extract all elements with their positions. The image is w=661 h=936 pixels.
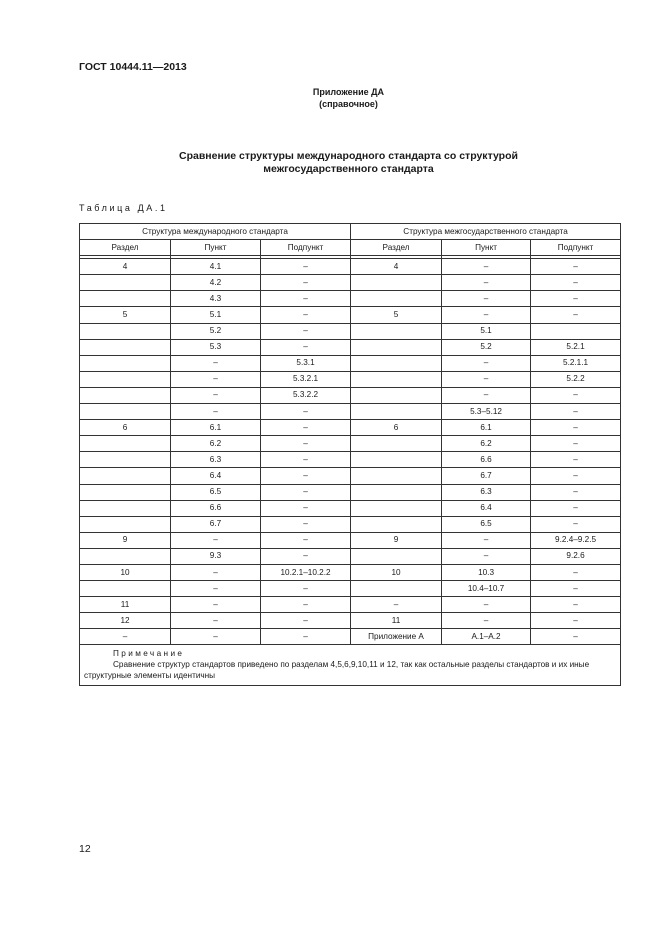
table-cell: 10 [351, 564, 442, 580]
table-cell: – [261, 404, 351, 420]
table-cell: – [261, 532, 351, 548]
table-cell [80, 387, 171, 403]
table-cell: – [171, 404, 261, 420]
table-cell: – [531, 581, 621, 597]
table-cell: – [261, 548, 351, 564]
table-row [80, 484, 621, 500]
table-row [80, 436, 621, 452]
table-cell: – [531, 387, 621, 403]
table-cell: 10.4–10.7 [442, 581, 531, 597]
table-note-row [80, 645, 621, 686]
table-cell: – [80, 629, 171, 645]
table-cell: – [531, 516, 621, 532]
table-cell: – [171, 581, 261, 597]
table-cell: – [261, 259, 351, 275]
page-number: 12 [79, 843, 91, 855]
table-row [80, 371, 621, 387]
table-cell: 5.1 [171, 307, 261, 323]
table-cell: – [171, 532, 261, 548]
table-cell: 5.1 [442, 323, 531, 339]
table-row [80, 564, 621, 580]
table-cell: – [531, 468, 621, 484]
table-cell: – [531, 484, 621, 500]
table-cell: – [442, 259, 531, 275]
table-cell: – [261, 307, 351, 323]
table-cell: 9 [80, 532, 171, 548]
table-cell: – [531, 420, 621, 436]
table-cell: 6.4 [171, 468, 261, 484]
table-cell: – [171, 597, 261, 613]
table-cell: – [261, 500, 351, 516]
title-line-1: Сравнение структуры международного стандарта со структурой [179, 150, 518, 162]
table-cell: – [442, 307, 531, 323]
column-header: Раздел [351, 240, 442, 256]
table-cell [80, 468, 171, 484]
table-row [80, 629, 621, 645]
table-cell [351, 355, 442, 371]
table-cell: – [442, 371, 531, 387]
table-row [80, 613, 621, 629]
table-cell: 6.1 [171, 420, 261, 436]
table-row [80, 259, 621, 275]
table-cell: 9 [351, 532, 442, 548]
table-cell: 5.2.2 [531, 371, 621, 387]
table-cell [80, 581, 171, 597]
table-cell [80, 548, 171, 564]
table-cell: 9.2.6 [531, 548, 621, 564]
table-cell: 5.2.1.1 [531, 355, 621, 371]
table-cell: – [171, 355, 261, 371]
table-cell: 4 [80, 259, 171, 275]
table-cell: А.1–А.2 [442, 629, 531, 645]
table-cell: – [261, 581, 351, 597]
table-cell: 6.6 [442, 452, 531, 468]
table-cell: – [531, 629, 621, 645]
table-cell: 5.3 [171, 339, 261, 355]
table-row [80, 323, 621, 339]
table-cell: 6.3 [442, 484, 531, 500]
standard-designation: ГОСТ 10444.11—2013 [79, 61, 187, 73]
table-cell [80, 291, 171, 307]
column-header: Пункт [171, 240, 261, 256]
table-cell [80, 323, 171, 339]
table-cell: – [261, 516, 351, 532]
table-cell [351, 436, 442, 452]
note-text: Сравнение структур стандартов приведено по разделам 4,5,6,9,10,11 и 12, так как остальные разделы стандартов и их иные структурные элементы идентичны [84, 660, 590, 681]
table-cell: – [261, 436, 351, 452]
column-header: Подпункт [261, 240, 351, 256]
table-cell: 6.2 [442, 436, 531, 452]
table-cell: – [531, 291, 621, 307]
table-cell [351, 452, 442, 468]
group-header-international: Структура международного стандарта [80, 224, 351, 240]
table-cell: 6 [80, 420, 171, 436]
table-cell [351, 484, 442, 500]
document-title [0, 150, 661, 176]
annex-heading [0, 86, 661, 110]
table-cell: 10 [80, 564, 171, 580]
table-cell: 6.4 [442, 500, 531, 516]
table-cell: – [171, 564, 261, 580]
table-cell: – [442, 355, 531, 371]
table-cell: – [442, 597, 531, 613]
table-note [80, 645, 621, 686]
table-row [80, 291, 621, 307]
table-cell: 6.2 [171, 436, 261, 452]
table-row [80, 307, 621, 323]
table-body [80, 256, 621, 645]
table-cell [80, 436, 171, 452]
table-row [80, 275, 621, 291]
table-cell: 6.5 [442, 516, 531, 532]
table-cell: 6.1 [442, 420, 531, 436]
table-cell: – [261, 420, 351, 436]
annex-title: Приложение ДА [312, 87, 385, 97]
table-cell: – [442, 613, 531, 629]
table-cell: 5.2 [171, 323, 261, 339]
table-column-header-row [80, 240, 621, 256]
table-cell: – [261, 323, 351, 339]
table-cell: 6.7 [442, 468, 531, 484]
table-group-header-row [80, 224, 621, 240]
table-cell: 5.3–5.12 [442, 404, 531, 420]
table-row [80, 420, 621, 436]
table-cell: 12 [80, 613, 171, 629]
table-cell [80, 484, 171, 500]
table-cell: – [531, 259, 621, 275]
table-cell: 4.2 [171, 275, 261, 291]
table-cell: – [531, 564, 621, 580]
table-cell [351, 323, 442, 339]
column-header: Подпункт [531, 240, 621, 256]
table-cell [80, 500, 171, 516]
table-cell: 9.2.4–9.2.5 [531, 532, 621, 548]
table-cell: – [351, 597, 442, 613]
table-row [80, 532, 621, 548]
table-cell [80, 355, 171, 371]
table-cell: – [171, 629, 261, 645]
table-cell: – [261, 484, 351, 500]
table-cell: 5.2 [442, 339, 531, 355]
table-cell [351, 516, 442, 532]
table-cell: 10.2.1–10.2.2 [261, 564, 351, 580]
table-cell: 6.3 [171, 452, 261, 468]
table-cell: – [442, 291, 531, 307]
table-cell: – [531, 500, 621, 516]
group-header-interstate: Структура межгосударственного стандарта [351, 224, 621, 240]
column-header: Раздел [80, 240, 171, 256]
table-cell [80, 339, 171, 355]
table-row [80, 597, 621, 613]
table-cell: 5 [351, 307, 442, 323]
table-cell: – [531, 613, 621, 629]
table-cell: – [261, 597, 351, 613]
table-cell: 9.3 [171, 548, 261, 564]
table-cell: – [171, 387, 261, 403]
table-cell: Приложение А [351, 629, 442, 645]
table-cell: – [531, 275, 621, 291]
table-cell [80, 404, 171, 420]
table-cell: – [261, 629, 351, 645]
table-cell [351, 339, 442, 355]
table-cell [351, 404, 442, 420]
table-cell: – [171, 371, 261, 387]
table-row [80, 404, 621, 420]
table-cell [351, 548, 442, 564]
annex-subtitle: (справочное) [319, 99, 378, 109]
comparison-table [79, 223, 621, 686]
table-cell: – [442, 275, 531, 291]
table-cell: 6.6 [171, 500, 261, 516]
table-cell: – [442, 387, 531, 403]
table-cell [80, 516, 171, 532]
table-cell: – [261, 291, 351, 307]
table-cell: 11 [351, 613, 442, 629]
table-cell: – [261, 452, 351, 468]
table-cell: – [531, 307, 621, 323]
table-cell [80, 275, 171, 291]
column-header: Пункт [442, 240, 531, 256]
table-cell [351, 500, 442, 516]
table-row [80, 581, 621, 597]
table-cell: 11 [80, 597, 171, 613]
table-cell [80, 452, 171, 468]
table-row [80, 548, 621, 564]
table-row [80, 500, 621, 516]
table-cell [351, 581, 442, 597]
table-cell: – [171, 613, 261, 629]
table-cell: – [261, 613, 351, 629]
table-cell [351, 468, 442, 484]
table-cell: 4.1 [171, 259, 261, 275]
table-cell: – [531, 597, 621, 613]
table-cell: 5 [80, 307, 171, 323]
table-row [80, 387, 621, 403]
table-cell [351, 291, 442, 307]
table-cell: – [442, 548, 531, 564]
table-row [80, 468, 621, 484]
note-label: Примечание [113, 649, 185, 659]
table-row [80, 452, 621, 468]
table-cell: 6.5 [171, 484, 261, 500]
table-cell: 5.3.2.2 [261, 387, 351, 403]
table-row [80, 355, 621, 371]
table-cell: – [531, 404, 621, 420]
table-cell: – [442, 532, 531, 548]
table-cell [80, 371, 171, 387]
table-cell: 10.3 [442, 564, 531, 580]
title-line-2: межгосударственного стандарта [263, 163, 434, 175]
table-cell: 4.3 [171, 291, 261, 307]
table-cell: 5.3.1 [261, 355, 351, 371]
table-cell: 5.2.1 [531, 339, 621, 355]
table-cell: – [531, 452, 621, 468]
table-caption: Таблица ДА.1 [79, 203, 168, 213]
table-cell: – [531, 436, 621, 452]
table-cell: 5.3.2.1 [261, 371, 351, 387]
table-row [80, 516, 621, 532]
table-cell: – [261, 339, 351, 355]
table-cell: 4 [351, 259, 442, 275]
table-cell: – [261, 275, 351, 291]
table-row [80, 339, 621, 355]
table-cell [351, 275, 442, 291]
table-cell [351, 387, 442, 403]
table-cell [351, 371, 442, 387]
table-cell: 6 [351, 420, 442, 436]
table-cell: – [261, 468, 351, 484]
table-cell: 6.7 [171, 516, 261, 532]
table-cell [531, 323, 621, 339]
